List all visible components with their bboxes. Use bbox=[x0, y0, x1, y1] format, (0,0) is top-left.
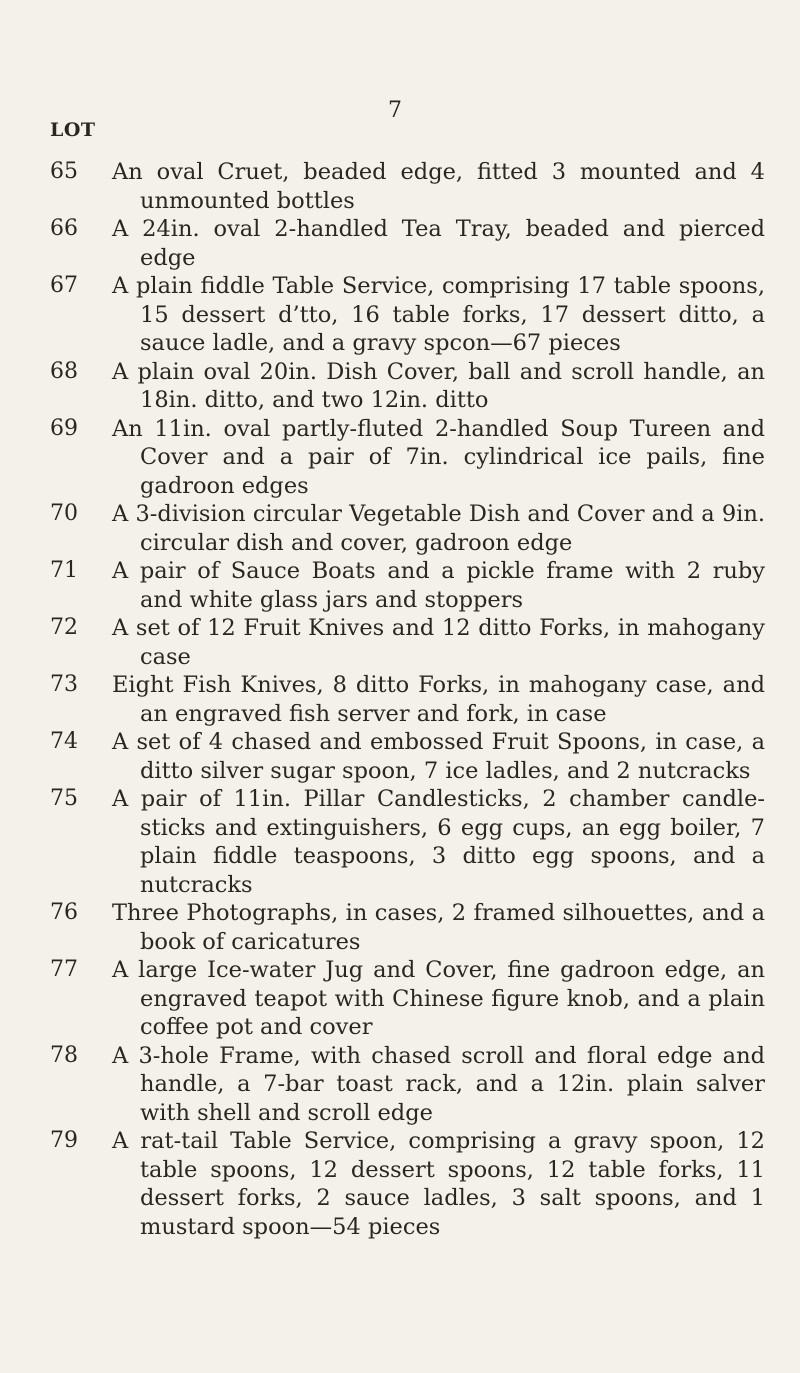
lot-number: 73 bbox=[50, 672, 78, 697]
lot-entry bbox=[0, 215, 800, 272]
lot-description: A large Ice-water Jug and Cover, fine gadroon edge, an engraved teapot with Chinese figure knob, and a plain coffee pot and cover bbox=[112, 957, 765, 1040]
lot-number: 68 bbox=[50, 358, 78, 384]
lot-description: An 11in. oval partly-fluted 2-handled Soup Tureen and Cover and a pair of 7in. cylindrical ice pails, fine gadroon edges bbox=[112, 415, 765, 499]
lot-description: A pair of Sauce Boats and a pickle frame with 2 ruby and white glass jars and stoppers bbox=[112, 558, 765, 613]
lot-description: A rat-tail Table Service, comprising a gravy spoon, 12 table spoons, 12 dessert spoons, 12 table forks, 11 dessert forks, 2 sauce ladles, 3 salt spoons, and 1 mustard spoon—54 pieces bbox=[112, 1128, 765, 1240]
lot-description: A 3-hole Frame, with chased scroll and floral edge and handle, a 7-bar toast rack, and a 12in. plain salver with shell and scroll edge bbox=[112, 1042, 765, 1126]
lot-number: 78 bbox=[50, 1042, 78, 1068]
lot-description: A set of 4 chased and embossed Fruit Spoons, in case, a ditto silver sugar spoon, 7 ice ladles, and 2 nutcracks bbox=[112, 729, 765, 784]
lot-description: A pair of 11in. Pillar Candlesticks, 2 chamber candle-sticks and extinguishers, 6 egg cups, an egg boiler, 7 plain fiddle teaspoons, 3 ditto egg spoons, and a nutcracks bbox=[112, 786, 765, 898]
lot-entry bbox=[0, 358, 800, 415]
lot-number: 75 bbox=[50, 786, 78, 811]
lot-entry bbox=[0, 272, 800, 358]
lot-entry bbox=[0, 728, 800, 785]
lot-number: 71 bbox=[50, 558, 78, 583]
lot-entry bbox=[0, 785, 800, 899]
lot-description: A 3-division circular Vegetable Dish and Cover and a 9in. circular dish and cover, gadroon edge bbox=[112, 501, 765, 556]
lot-number: 67 bbox=[50, 273, 78, 298]
lot-number: 79 bbox=[50, 1128, 78, 1153]
lot-description: A plain oval 20in. Dish Cover, ball and scroll handle, an 18in. ditto, and two 12in. ditto bbox=[112, 358, 765, 413]
lot-entry bbox=[0, 956, 800, 1042]
lot-entry bbox=[0, 415, 800, 501]
lot-number: 66 bbox=[50, 216, 78, 241]
lot-description: A plain fiddle Table Service, comprising 17 table spoons, 15 dessert d’tto, 16 table forks, 17 dessert ditto, a sauce ladle, and a gravy spcon—67 pieces bbox=[112, 273, 765, 356]
lot-list bbox=[0, 158, 800, 1241]
lot-entry bbox=[0, 671, 800, 728]
lot-description: Eight Fish Knives, 8 ditto Forks, in mahogany case, and an engraved fish server and fork, in case bbox=[112, 672, 765, 727]
lot-number: 72 bbox=[50, 615, 78, 640]
lot-entry bbox=[0, 557, 800, 614]
lot-description: A set of 12 Fruit Knives and 12 ditto Forks, in mahogany case bbox=[112, 615, 765, 670]
lot-entry bbox=[0, 1042, 800, 1128]
lot-number: 76 bbox=[50, 900, 78, 925]
lot-number: 69 bbox=[50, 415, 78, 441]
lot-number: 70 bbox=[50, 501, 78, 526]
lot-entry bbox=[0, 1127, 800, 1241]
page-number: 7 bbox=[388, 98, 402, 123]
lot-number: 74 bbox=[50, 729, 78, 754]
lot-entry bbox=[0, 614, 800, 671]
lot-description: Three Photographs, in cases, 2 framed silhouettes, and a book of caricatures bbox=[112, 900, 765, 955]
lot-entry bbox=[0, 899, 800, 956]
lot-entry bbox=[0, 158, 800, 215]
lot-entry bbox=[0, 500, 800, 557]
lot-column-header: LOT bbox=[50, 119, 96, 141]
lot-description: A 24in. oval 2-handled Tea Tray, beaded and pierced edge bbox=[112, 216, 765, 271]
lot-number: 65 bbox=[50, 159, 78, 184]
lot-number: 77 bbox=[50, 957, 78, 982]
lot-description: An oval Cruet, beaded edge, fitted 3 mounted and 4 unmounted bottles bbox=[112, 159, 765, 214]
